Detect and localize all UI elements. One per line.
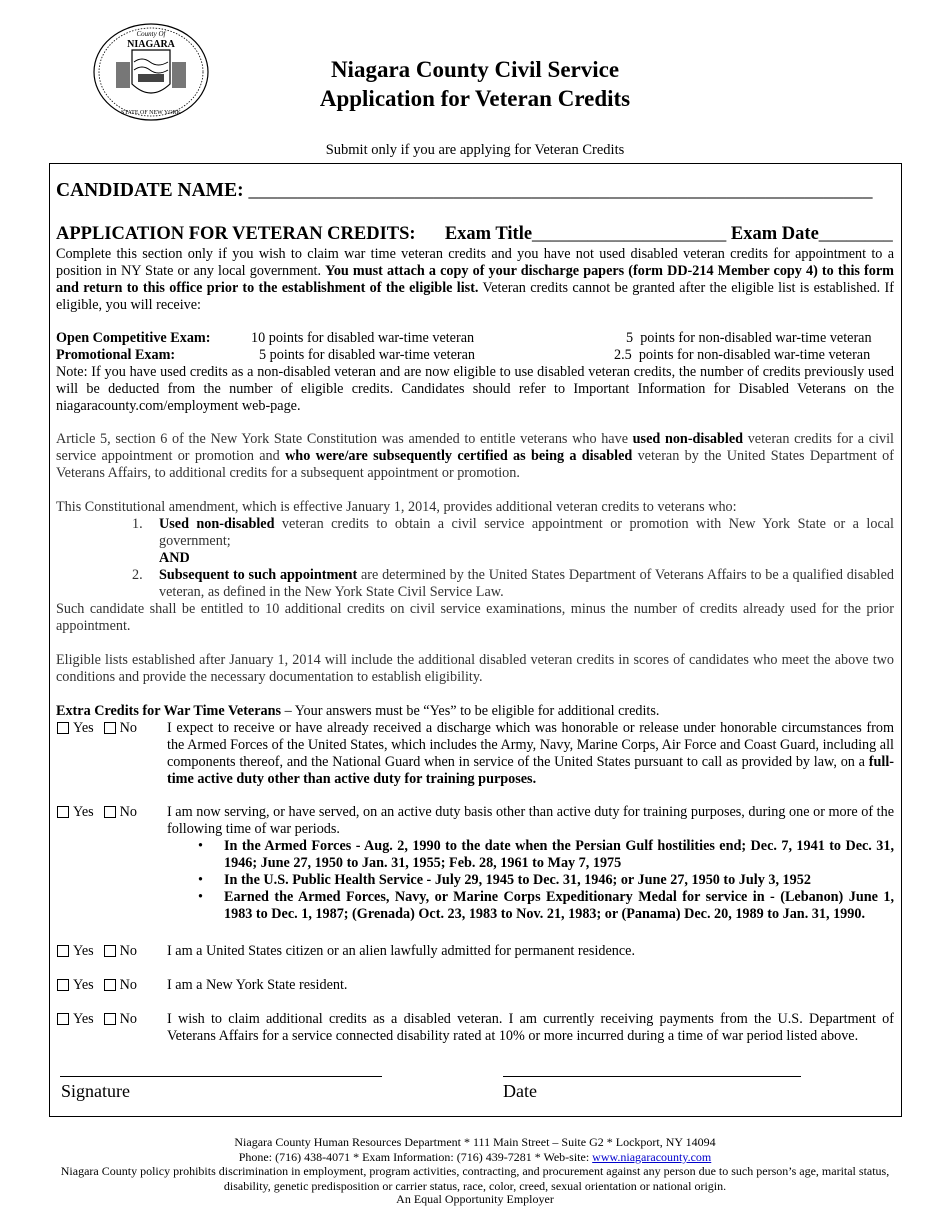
list-item-1 xyxy=(159,516,894,550)
website-link[interactable]: www.niagaracounty.com xyxy=(592,1150,712,1164)
promo-disabled-points: 5 points for disabled war-time veteran xyxy=(259,347,476,363)
war-periods-list xyxy=(195,838,894,923)
q2-no-checkbox[interactable] xyxy=(104,804,137,820)
footer-phone: Phone: (716) 438-4071 * Exam Information: (716) 439-7281 * Web-site: xyxy=(238,1150,593,1164)
q5-yes-checkbox[interactable] xyxy=(57,1011,94,1027)
eligible-lists-paragraph: Eligible lists established after January 1, 2014 will include the additional disabled veteran credits in scores of candidates who meet the above two conditions and provide the necessary documentation to establish eligibility. xyxy=(56,652,894,685)
q3-text: I am a United States citizen or an alien lawfully admitted for permanent residence. xyxy=(167,943,636,959)
footer-eoe: An Equal Opportunity Employer xyxy=(396,1192,554,1206)
credits-paragraph: Such candidate shall be entitled to 10 additional credits on civil service examinations, minus the number of credits already used for the prior appointment. xyxy=(56,601,894,634)
q3-no-label: No xyxy=(119,943,137,959)
extra-credits-heading-rest: – Your answers must be “Yes” to be eligible for additional credits. xyxy=(281,703,660,719)
candidate-name-blank[interactable]: ________________________________________________________________ xyxy=(248,180,873,201)
article-text-d: who were/are subsequently certified as being a disabled xyxy=(285,448,633,464)
promotional-label: Promotional Exam: xyxy=(56,347,176,363)
list-item-2-text: are determined by the United States Department of Veterans Affairs to be a qualified disabled veteran, as defined in the New York State Civil Service Law. xyxy=(159,567,894,600)
q1-text xyxy=(167,720,894,788)
date-line[interactable] xyxy=(503,1076,801,1077)
q1-yes-label: Yes xyxy=(73,720,94,736)
exam-date-label: Exam Date xyxy=(730,224,819,244)
exam-title-blank[interactable]: _____________________ xyxy=(532,224,727,244)
q2-text: I am now serving, or have served, on an active duty basis other than active duty for training purposes, during one or more of the following time of war periods. xyxy=(167,804,894,837)
exam-title-label: Exam Title xyxy=(444,224,533,244)
extra-credits-heading-bold: Extra Credits for War Time Veterans xyxy=(56,703,282,719)
signature-label: Signature xyxy=(61,1081,130,1101)
war-period-item: • In the Armed Forces - Aug. 2, 1990 to the date when the Persian Gulf hostilities end; Dec. 7, 1941 to Dec. 31, 1946; June 27, 1950 to Jan. 31, 1955; Feb. 28, 1961 to May 7, 1975 xyxy=(195,838,894,872)
q2-yes-label: Yes xyxy=(73,804,94,820)
q3-no-checkbox[interactable] xyxy=(104,943,137,959)
date-label: Date xyxy=(503,1081,537,1101)
page-subtitle: Submit only if you are applying for Veteran Credits xyxy=(325,142,625,158)
article-text-e: veteran by the United States Department of Veterans Affairs, to additional credits for a subsequent appointment or promotion. xyxy=(56,448,894,481)
extra-credits-heading xyxy=(56,703,894,720)
q2-yes-checkbox[interactable] xyxy=(57,804,94,820)
footer-contact xyxy=(0,1150,950,1165)
candidate-name-field[interactable] xyxy=(56,180,872,202)
q4-no-label: No xyxy=(119,977,137,993)
war-period-item: • Earned the Armed Forces, Navy, or Marine Corps Expeditionary Medal for service in - (Lebanon) June 1, 1983 to Dec. 1, 1987; (Grenada) Oct. 23, 1983 to Nov. 21, 1983; or (Panama) Dec. 20, 1989 to Jan. 31, 1990. xyxy=(195,889,894,923)
page-title-line2: Application for Veteran Credits xyxy=(319,86,631,111)
footer-policy: Niagara County policy prohibits discrimination in employment, program activities, contracting, and procurement against any person due to such person’s age, marital status, disability, genetic predisposition or carrier status, race, color, creed, sexual orientation or national origin. xyxy=(60,1164,890,1193)
q1-text-bold: full-time active duty other than active duty for training purposes. xyxy=(167,754,894,787)
q4-yes-no xyxy=(57,977,137,994)
intro-paragraph xyxy=(56,246,894,314)
q5-no-label: No xyxy=(119,1011,137,1027)
q1-text-body: I expect to receive or have already received a discharge which was honorable or release under honorable circumstances from the Armed Forces of the United States, which includes the Army, Navy, Marine Corps, Air Force and Coast Guard, including all components thereof, and the National Guard when in service of the United States pursuant to call as provided by law, on a xyxy=(167,720,894,770)
q3-yes-label: Yes xyxy=(73,943,94,959)
seal-bottom-text: STATE OF NEW YORK xyxy=(120,110,182,116)
q1-no-label: No xyxy=(119,720,137,736)
page-title-line1: Niagara County Civil Service xyxy=(330,57,620,82)
list-item-2-bold: Subsequent to such appointment xyxy=(159,567,358,583)
amendment-paragraph: This Constitutional amendment, which is effective January 1, 2014, provides additional veteran credits to veterans who: xyxy=(56,499,737,515)
list-item-1-bold: Used non-disabled xyxy=(159,516,275,532)
war-period-item: • In the U.S. Public Health Service - July 29, 1945 to Dec. 31, 1946; or June 27, 1950 to July 3, 1952 xyxy=(195,872,894,889)
seal-name-text: NIAGARA xyxy=(127,39,175,50)
q1-yes-no xyxy=(57,720,137,737)
footer-address: Niagara County Human Resources Department * 111 Main Street – Suite G2 * Lockport, NY 14094 xyxy=(234,1135,716,1149)
and-label: AND xyxy=(159,550,190,566)
q5-no-checkbox[interactable] xyxy=(104,1011,137,1027)
q1-yes-checkbox[interactable] xyxy=(57,720,94,736)
seal-top-text: County Of xyxy=(136,30,166,38)
intro-text-2: Veteran credits cannot be granted after the eligible list is established. If eligible, you will receive: xyxy=(56,280,894,313)
application-heading: APPLICATION FOR VETERAN CREDITS: xyxy=(56,224,416,244)
open-disabled-points: 10 points for disabled war-time veteran xyxy=(251,330,475,346)
q4-no-checkbox[interactable] xyxy=(104,977,137,993)
article-text-b: used non-disabled xyxy=(632,431,744,447)
q2-yes-no xyxy=(57,804,137,821)
exam-date-blank[interactable]: ________ xyxy=(818,224,893,244)
q4-text: I am a New York State resident. xyxy=(167,977,348,993)
list-item-2 xyxy=(159,567,894,601)
q4-yes-checkbox[interactable] xyxy=(57,977,94,993)
signature-line[interactable] xyxy=(60,1076,382,1077)
q3-yes-checkbox[interactable] xyxy=(57,943,94,959)
q5-yes-no xyxy=(57,1011,137,1028)
note-paragraph: Note: If you have used credits as a non-disabled veteran and are now eligible to use disabled veteran credits, the number of credits previously used will be deducted from the number of eligible credits. Candidates should refer to Important Information for Disabled Veterans on the niagaracounty.com/employment web-page. xyxy=(56,364,894,414)
q3-yes-no xyxy=(57,943,137,960)
candidate-name-label: CANDIDATE NAME: xyxy=(56,180,244,201)
q1-no-checkbox[interactable] xyxy=(104,720,137,736)
intro-text-bold: You must attach a copy of your discharge papers (form DD-214 Member copy 4) to this form and return to this office prior to the establishment of the eligible list. xyxy=(56,263,894,296)
promo-nondisabled-points: 2.5 points for non-disabled war-time veteran xyxy=(614,347,871,363)
q2-no-label: No xyxy=(119,804,137,820)
open-competitive-label: Open Competitive Exam: xyxy=(56,330,211,346)
intro-text-1: Complete this section only if you wish to claim war time veteran credits and you have not used disabled veteran credits for appointment to a position in NY State or any local government. xyxy=(56,246,894,279)
list-item-1-text: veteran credits to obtain a civil service appointment or promotion with New York State or a local government; xyxy=(159,516,894,549)
article-text-a: Article 5, section 6 of the New York State Constitution was amended to entitle veterans who have xyxy=(56,431,633,447)
application-heading-row xyxy=(56,224,893,245)
article-paragraph xyxy=(56,431,894,482)
list-item-1-number: 1. xyxy=(132,516,143,532)
open-nondisabled-points: 5 points for non-disabled war-time veteran xyxy=(626,330,872,346)
q5-yes-label: Yes xyxy=(73,1011,94,1027)
list-item-2-number: 2. xyxy=(132,567,143,583)
q4-yes-label: Yes xyxy=(73,977,94,993)
article-text-c: veteran credits for a civil service appointment or promotion and xyxy=(56,431,894,464)
q5-text: I wish to claim additional credits as a disabled veteran. I am currently receiving payments from the U.S. Department of Veterans Affairs for a service connected disability rated at 10% or more incurred during a time of war period listed above. xyxy=(167,1011,894,1044)
